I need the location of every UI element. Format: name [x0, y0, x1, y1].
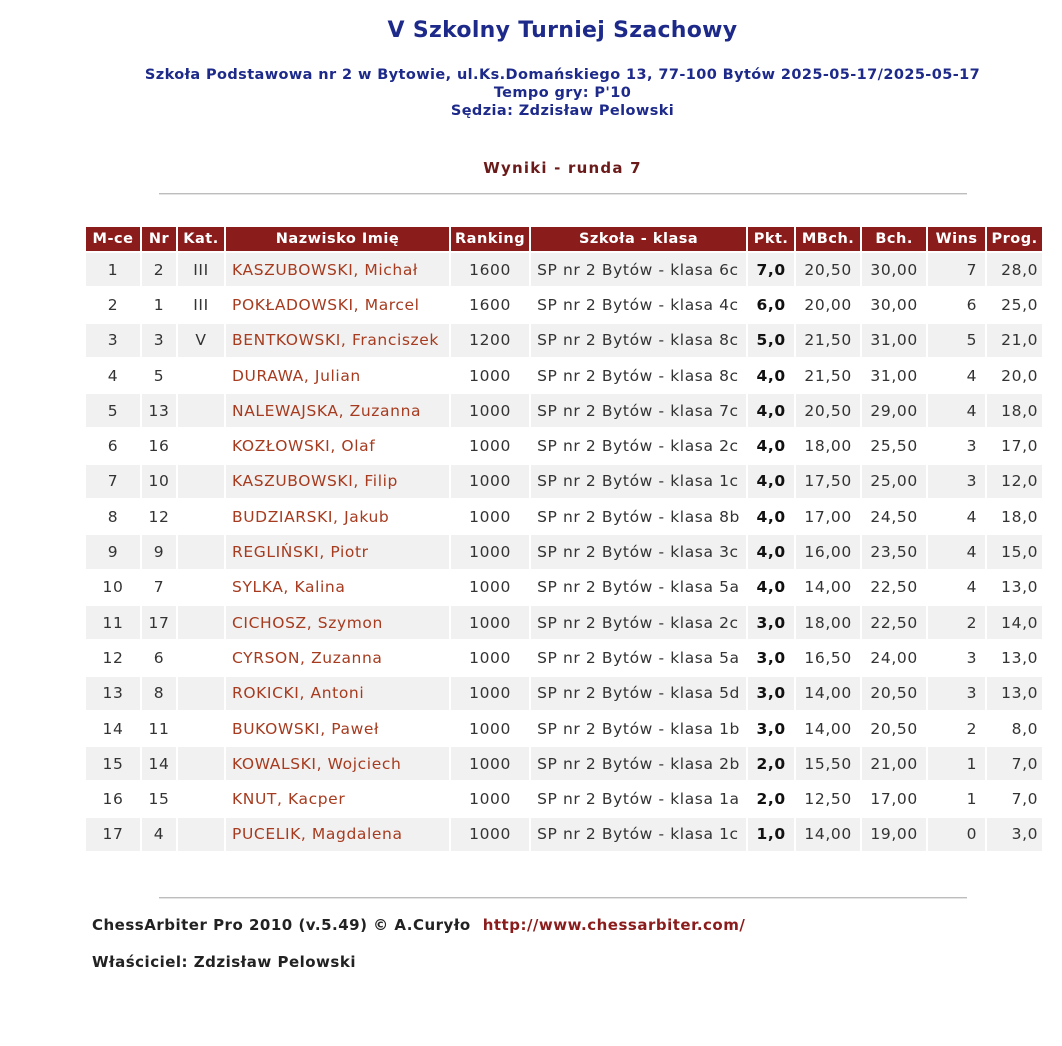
table-row: [86, 606, 1042, 639]
table-row: [86, 288, 1042, 321]
cell-wins: 4: [928, 394, 985, 427]
cell-bch: 30,00: [862, 253, 926, 286]
cell-points: 3,0: [748, 606, 794, 639]
cell-mbch: 14,00: [796, 712, 860, 745]
cell-player-name: KOZŁOWSKI, Olaf: [226, 429, 449, 462]
table-row: [86, 571, 1042, 604]
cell-place: 15: [86, 747, 140, 780]
cell-ranking: 1000: [451, 500, 529, 533]
cell-school-class: SP nr 2 Bytów - klasa 7c: [531, 394, 746, 427]
cell-place: 16: [86, 782, 140, 815]
cell-nr: 4: [142, 818, 176, 851]
cell-ranking: 1000: [451, 818, 529, 851]
cell-prog: 18,0: [987, 394, 1042, 427]
cell-player-name: KNUT, Kacper: [226, 782, 449, 815]
cell-points: 7,0: [748, 253, 794, 286]
cell-place: 12: [86, 641, 140, 674]
tournament-info: [0, 66, 1062, 120]
cell-player-name: CYRSON, Zuzanna: [226, 641, 449, 674]
cell-prog: 13,0: [987, 677, 1042, 710]
cell-points: 4,0: [748, 535, 794, 568]
cell-wins: 7: [928, 253, 985, 286]
cell-school-class: SP nr 2 Bytów - klasa 1a: [531, 782, 746, 815]
cell-prog: 7,0: [987, 782, 1042, 815]
cell-nr: 6: [142, 641, 176, 674]
cell-wins: 0: [928, 818, 985, 851]
cell-player-name: DURAWA, Julian: [226, 359, 449, 392]
cell-prog: 15,0: [987, 535, 1042, 568]
cell-bch: 17,00: [862, 782, 926, 815]
cell-place: 13: [86, 677, 140, 710]
cell-school-class: SP nr 2 Bytów - klasa 8c: [531, 324, 746, 357]
cell-player-name: KOWALSKI, Wojciech: [226, 747, 449, 780]
table-row: [86, 712, 1042, 745]
cell-school-class: SP nr 2 Bytów - klasa 2c: [531, 606, 746, 639]
cell-player-name: CICHOSZ, Szymon: [226, 606, 449, 639]
cell-prog: 13,0: [987, 641, 1042, 674]
cell-prog: 8,0: [987, 712, 1042, 745]
col-header-ranking: Ranking: [451, 227, 529, 251]
cell-player-name: REGLIŃSKI, Piotr: [226, 535, 449, 568]
cell-player-name: SYLKA, Kalina: [226, 571, 449, 604]
cell-school-class: SP nr 2 Bytów - klasa 5d: [531, 677, 746, 710]
cell-wins: 3: [928, 677, 985, 710]
cell-school-class: SP nr 2 Bytów - klasa 4c: [531, 288, 746, 321]
cell-category: [178, 429, 224, 462]
cell-category: [178, 359, 224, 392]
cell-mbch: 20,50: [796, 394, 860, 427]
cell-points: 2,0: [748, 782, 794, 815]
col-header-mbch: MBch.: [796, 227, 860, 251]
cell-nr: 9: [142, 535, 176, 568]
cell-mbch: 18,00: [796, 606, 860, 639]
table-row: [86, 429, 1042, 462]
cell-wins: 4: [928, 535, 985, 568]
table-row: [86, 535, 1042, 568]
cell-category: [178, 782, 224, 815]
cell-prog: 12,0: [987, 465, 1042, 498]
cell-school-class: SP nr 2 Bytów - klasa 3c: [531, 535, 746, 568]
cell-prog: 20,0: [987, 359, 1042, 392]
cell-school-class: SP nr 2 Bytów - klasa 2c: [531, 429, 746, 462]
col-header-wins: Wins: [928, 227, 985, 251]
cell-mbch: 14,00: [796, 677, 860, 710]
cell-school-class: SP nr 2 Bytów - klasa 2b: [531, 747, 746, 780]
cell-ranking: 1000: [451, 429, 529, 462]
col-header-points: Pkt.: [748, 227, 794, 251]
cell-ranking: 1000: [451, 465, 529, 498]
software-label: ChessArbiter Pro 2010 (v.5.49) © A.Curyło: [92, 916, 471, 934]
cell-ranking: 1000: [451, 571, 529, 604]
cell-mbch: 17,00: [796, 500, 860, 533]
cell-place: 4: [86, 359, 140, 392]
cell-place: 14: [86, 712, 140, 745]
cell-wins: 3: [928, 429, 985, 462]
cell-ranking: 1000: [451, 747, 529, 780]
cell-ranking: 1200: [451, 324, 529, 357]
cell-nr: 5: [142, 359, 176, 392]
cell-points: 1,0: [748, 818, 794, 851]
cell-player-name: BUKOWSKI, Paweł: [226, 712, 449, 745]
cell-place: 6: [86, 429, 140, 462]
divider-top: [159, 193, 967, 195]
cell-bch: 25,00: [862, 465, 926, 498]
table-row: [86, 253, 1042, 286]
cell-bch: 22,50: [862, 606, 926, 639]
cell-mbch: 16,50: [796, 641, 860, 674]
cell-place: 5: [86, 394, 140, 427]
cell-wins: 3: [928, 641, 985, 674]
table-row: [86, 359, 1042, 392]
cell-player-name: KASZUBOWSKI, Michał: [226, 253, 449, 286]
cell-prog: 28,0: [987, 253, 1042, 286]
cell-nr: 1: [142, 288, 176, 321]
results-body: [86, 253, 1042, 851]
divider-bottom: [159, 897, 967, 899]
cell-category: V: [178, 324, 224, 357]
cell-wins: 4: [928, 500, 985, 533]
cell-mbch: 20,50: [796, 253, 860, 286]
cell-bch: 31,00: [862, 359, 926, 392]
cell-wins: 6: [928, 288, 985, 321]
cell-wins: 4: [928, 359, 985, 392]
cell-prog: 7,0: [987, 747, 1042, 780]
cell-nr: 13: [142, 394, 176, 427]
cell-category: [178, 747, 224, 780]
cell-mbch: 21,50: [796, 359, 860, 392]
cell-points: 3,0: [748, 712, 794, 745]
cell-bch: 24,00: [862, 641, 926, 674]
cell-place: 2: [86, 288, 140, 321]
cell-place: 10: [86, 571, 140, 604]
table-row: [86, 677, 1042, 710]
table-row: [86, 394, 1042, 427]
cell-wins: 4: [928, 571, 985, 604]
cell-bch: 25,50: [862, 429, 926, 462]
cell-category: III: [178, 288, 224, 321]
table-row: [86, 641, 1042, 674]
cell-points: 4,0: [748, 394, 794, 427]
cell-ranking: 1000: [451, 535, 529, 568]
cell-ranking: 1000: [451, 359, 529, 392]
cell-player-name: PUCELIK, Magdalena: [226, 818, 449, 851]
cell-player-name: BUDZIARSKI, Jakub: [226, 500, 449, 533]
cell-mbch: 12,50: [796, 782, 860, 815]
cell-bch: 29,00: [862, 394, 926, 427]
cell-prog: 17,0: [987, 429, 1042, 462]
cell-nr: 14: [142, 747, 176, 780]
owner-line: Właściciel: Zdzisław Pelowski: [92, 953, 356, 971]
table-row: [86, 465, 1042, 498]
location-line: Szkoła Podstawowa nr 2 w Bytowie, ul.Ks.Domańskiego 13, 77-100 Bytów 2025-05-17/2025-05-17: [144, 67, 981, 83]
cell-nr: 7: [142, 571, 176, 604]
col-header-name: Nazwisko Imię: [226, 227, 449, 251]
cell-bch: 31,00: [862, 324, 926, 357]
cell-ranking: 1000: [451, 712, 529, 745]
col-header-prog: Prog.: [987, 227, 1042, 251]
cell-category: [178, 535, 224, 568]
cell-nr: 16: [142, 429, 176, 462]
cell-school-class: SP nr 2 Bytów - klasa 1c: [531, 465, 746, 498]
cell-place: 3: [86, 324, 140, 357]
cell-nr: 15: [142, 782, 176, 815]
table-row: [86, 782, 1042, 815]
cell-school-class: SP nr 2 Bytów - klasa 5a: [531, 641, 746, 674]
cell-mbch: 17,50: [796, 465, 860, 498]
table-row: [86, 747, 1042, 780]
cell-prog: 25,0: [987, 288, 1042, 321]
col-header-nr: Nr: [142, 227, 176, 251]
arbiter-line: Sędzia: Zdzisław Pelowski: [450, 103, 675, 119]
cell-ranking: 1600: [451, 253, 529, 286]
cell-school-class: SP nr 2 Bytów - klasa 8c: [531, 359, 746, 392]
cell-points: 4,0: [748, 465, 794, 498]
cell-category: [178, 641, 224, 674]
cell-points: 3,0: [748, 641, 794, 674]
cell-category: [178, 677, 224, 710]
cell-points: 4,0: [748, 429, 794, 462]
cell-school-class: SP nr 2 Bytów - klasa 5a: [531, 571, 746, 604]
cell-wins: 3: [928, 465, 985, 498]
cell-nr: 8: [142, 677, 176, 710]
cell-player-name: ROKICKI, Antoni: [226, 677, 449, 710]
table-header-row: [86, 227, 1042, 251]
cell-mbch: 20,00: [796, 288, 860, 321]
cell-points: 6,0: [748, 288, 794, 321]
cell-place: 9: [86, 535, 140, 568]
cell-mbch: 21,50: [796, 324, 860, 357]
cell-place: 8: [86, 500, 140, 533]
cell-category: III: [178, 253, 224, 286]
cell-bch: 22,50: [862, 571, 926, 604]
cell-place: 7: [86, 465, 140, 498]
cell-nr: 2: [142, 253, 176, 286]
table-row: [86, 500, 1042, 533]
cell-category: [178, 818, 224, 851]
cell-wins: 1: [928, 782, 985, 815]
cell-nr: 10: [142, 465, 176, 498]
cell-category: [178, 394, 224, 427]
table-row: [86, 818, 1042, 851]
cell-ranking: 1000: [451, 677, 529, 710]
cell-nr: 3: [142, 324, 176, 357]
cell-category: [178, 465, 224, 498]
table-row: [86, 324, 1042, 357]
cell-mbch: 14,00: [796, 818, 860, 851]
cell-nr: 11: [142, 712, 176, 745]
round-title: Wyniki - runda 7: [483, 159, 642, 177]
cell-player-name: POKŁADOWSKI, Marcel: [226, 288, 449, 321]
cell-mbch: 16,00: [796, 535, 860, 568]
cell-bch: 23,50: [862, 535, 926, 568]
cell-nr: 12: [142, 500, 176, 533]
software-credit: [92, 916, 745, 934]
cell-place: 11: [86, 606, 140, 639]
col-header-category: Kat.: [178, 227, 224, 251]
cell-wins: 5: [928, 324, 985, 357]
cell-category: [178, 571, 224, 604]
cell-prog: 13,0: [987, 571, 1042, 604]
tempo-line: Tempo gry: P'10: [493, 85, 632, 101]
cell-bch: 20,50: [862, 677, 926, 710]
cell-wins: 2: [928, 606, 985, 639]
cell-school-class: SP nr 2 Bytów - klasa 6c: [531, 253, 746, 286]
cell-points: 4,0: [748, 500, 794, 533]
cell-mbch: 15,50: [796, 747, 860, 780]
cell-school-class: SP nr 2 Bytów - klasa 1c: [531, 818, 746, 851]
cell-points: 4,0: [748, 571, 794, 604]
cell-ranking: 1000: [451, 782, 529, 815]
cell-prog: 21,0: [987, 324, 1042, 357]
col-header-school: Szkoła - klasa: [531, 227, 746, 251]
cell-ranking: 1000: [451, 641, 529, 674]
cell-player-name: BENTKOWSKI, Franciszek: [226, 324, 449, 357]
cell-wins: 2: [928, 712, 985, 745]
cell-points: 5,0: [748, 324, 794, 357]
cell-points: 4,0: [748, 359, 794, 392]
chessarbiter-link[interactable]: http://www.chessarbiter.com/: [482, 916, 746, 934]
cell-mbch: 14,00: [796, 571, 860, 604]
cell-school-class: SP nr 2 Bytów - klasa 8b: [531, 500, 746, 533]
cell-points: 2,0: [748, 747, 794, 780]
cell-school-class: SP nr 2 Bytów - klasa 1b: [531, 712, 746, 745]
cell-points: 3,0: [748, 677, 794, 710]
cell-bch: 24,50: [862, 500, 926, 533]
cell-ranking: 1000: [451, 606, 529, 639]
cell-mbch: 18,00: [796, 429, 860, 462]
col-header-bch: Bch.: [862, 227, 926, 251]
cell-place: 17: [86, 818, 140, 851]
cell-player-name: NALEWAJSKA, Zuzanna: [226, 394, 449, 427]
cell-prog: 3,0: [987, 818, 1042, 851]
cell-bch: 19,00: [862, 818, 926, 851]
cell-prog: 18,0: [987, 500, 1042, 533]
cell-nr: 17: [142, 606, 176, 639]
cell-prog: 14,0: [987, 606, 1042, 639]
col-header-place: M-ce: [86, 227, 140, 251]
cell-place: 1: [86, 253, 140, 286]
cell-bch: 21,00: [862, 747, 926, 780]
tournament-title: V Szkolny Turniej Szachowy: [387, 18, 738, 43]
cell-bch: 30,00: [862, 288, 926, 321]
cell-category: [178, 606, 224, 639]
cell-ranking: 1000: [451, 394, 529, 427]
results-table: [84, 225, 1044, 853]
cell-category: [178, 500, 224, 533]
cell-player-name: KASZUBOWSKI, Filip: [226, 465, 449, 498]
cell-category: [178, 712, 224, 745]
cell-bch: 20,50: [862, 712, 926, 745]
cell-ranking: 1600: [451, 288, 529, 321]
cell-wins: 1: [928, 747, 985, 780]
